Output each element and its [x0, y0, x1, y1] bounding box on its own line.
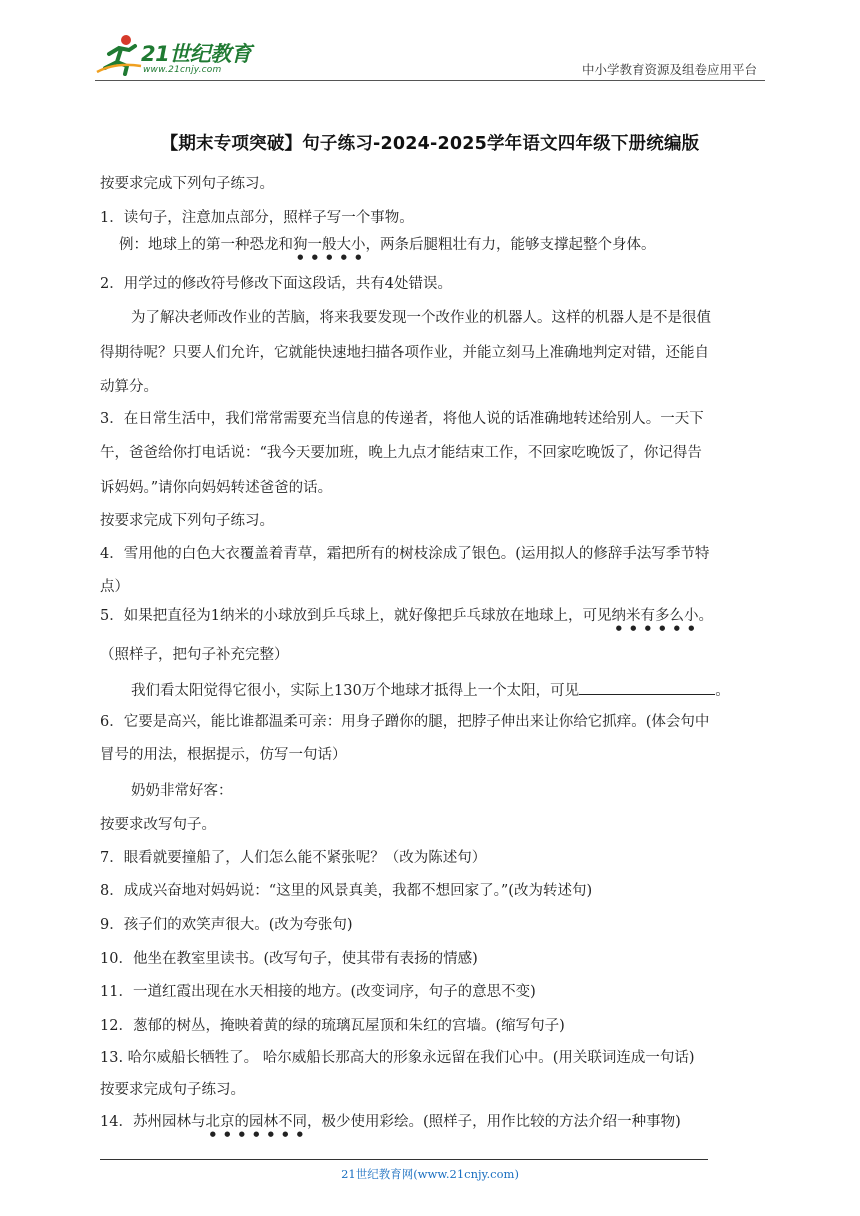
question-1-example: [119, 235, 656, 261]
header-divider: [95, 80, 765, 81]
platform-label: 中小学教育资源及组卷应用平台: [581, 62, 757, 77]
section-instruction-2: 按要求完成下列句子练习。: [100, 513, 274, 529]
question-2: 2．用学过的修改符号修改下面这段话，共有4处错误。: [100, 276, 452, 292]
question-5-prompt: 我们看太阳觉得它很小，实际上130万个地球才抵得上一个太阳，可见: [131, 683, 580, 699]
question-14-pre: 14．苏州园林与: [100, 1114, 206, 1130]
question-11: 11．一道红霞出现在水天相接的地方。(改变词序，句子的意思不变): [100, 984, 536, 1000]
example-pre: 例：地球上的第一种恐龙和: [119, 237, 293, 253]
question-3-line-2: 午，爸爸给你打电话说：“我今天要加班，晚上九点才能结束工作，不回家吃晚饭了，你记得告: [100, 445, 702, 461]
question-6-line-1: 6．它要是高兴，能比谁都温柔可亲：用身子蹭你的腿，把脖子伸出来让你给它抓痒。(体会句中: [100, 714, 710, 730]
footer-divider: [100, 1159, 708, 1160]
question-9: 9．孩子们的欢笑声很大。(改为夸张句): [100, 917, 353, 933]
section-instruction-1: 按要求完成下列句子练习。: [100, 176, 274, 192]
answer-blank[interactable]: [579, 679, 715, 695]
question-2-paragraph-line-3: 动算分。: [100, 379, 158, 395]
question-5-line-1: [100, 606, 713, 632]
question-3-line-3: 诉妈妈。”请你向妈妈转述爸爸的话。: [100, 480, 333, 496]
question-10: 10．他坐在教室里读书。(改写句子，使其带有表扬的情感): [100, 951, 478, 967]
example-post: ，两条后腿粗壮有力，能够支撑起整个身体。: [365, 237, 656, 253]
question-5-end: 。: [715, 683, 730, 699]
logo-url: www.21cnjy.com: [143, 65, 222, 75]
question-2-paragraph-line-1: 为了解决老师改作业的苦脑，将来我要发现一个改作业的机器人。这样的机器人是不是很值: [131, 310, 711, 326]
question-2-paragraph-line-2: 得期待呢？只要人们允许，它就能快速地扫描各项作业，并能立刻马上准确地判定对错，还能自: [100, 345, 709, 361]
logo-text: 21世纪教育: [141, 42, 252, 66]
question-3-line-1: 3．在日常生活中，我们常常需要充当信息的传递者，将他人说的话准确地转述给别人。一天下: [100, 411, 704, 427]
question-14-post: ，极少使用彩绘。(照样子，用作比较的方法介绍一种事物): [306, 1114, 681, 1130]
question-5-dotted: 纳米有多么小: [611, 608, 699, 624]
question-5-post: 。: [698, 608, 713, 624]
section-instruction-3: 按要求改写句子。: [100, 817, 216, 833]
question-7: 7．眼看就要撞船了，人们怎么能不紧张呢？（改为陈述句）: [100, 850, 487, 866]
question-5-pre: 5．如果把直径为1纳米的小球放到乒乓球上，就好像把乒乓球放在地球上，可见: [100, 608, 612, 624]
question-4-line-1: 4．雪用他的白色大衣覆盖着青草，霜把所有的树枝涂成了银色。(运用拟人的修辞手法写季节特: [100, 546, 710, 562]
document-title: 【期末专项突破】句子练习-2024-2025学年语文四年级下册统编版: [160, 134, 700, 154]
example-dotted: 狗一般大小: [293, 237, 366, 253]
question-14-dotted: 北京的园林不同: [205, 1114, 307, 1130]
runner-logo-icon: [95, 32, 145, 78]
logo: [95, 32, 265, 78]
page-header: [95, 32, 765, 80]
question-14: [100, 1112, 681, 1138]
section-instruction-4: 按要求完成句子练习。: [100, 1082, 245, 1098]
question-5-line-2: （照样子，把句子补充完整）: [100, 647, 289, 663]
question-12: 12．葱郁的树丛，掩映着黄的绿的琉璃瓦屋顶和朱红的宫墙。(缩写句子): [100, 1018, 565, 1034]
question-5-line-3: [131, 679, 730, 701]
question-4-line-2: 点）: [100, 579, 129, 595]
question-6-line-3: 奶奶非常好客：: [131, 783, 233, 799]
question-13: 13. 哈尔威船长牺牲了。 哈尔威船长那高大的形象永远留在我们心中。(用关联词连成一句话): [100, 1050, 695, 1066]
question-1: 1．读句子，注意加点部分，照样子写一个事物。: [100, 210, 414, 226]
question-6-line-2: 冒号的用法，根据提示，仿写一句话）: [100, 747, 347, 763]
question-8: 8．成成兴奋地对妈妈说：“这里的风景真美，我都不想回家了。”(改为转述句): [100, 883, 593, 899]
footer-text: 21世纪教育网(www.21cnjy.com): [341, 1167, 519, 1181]
